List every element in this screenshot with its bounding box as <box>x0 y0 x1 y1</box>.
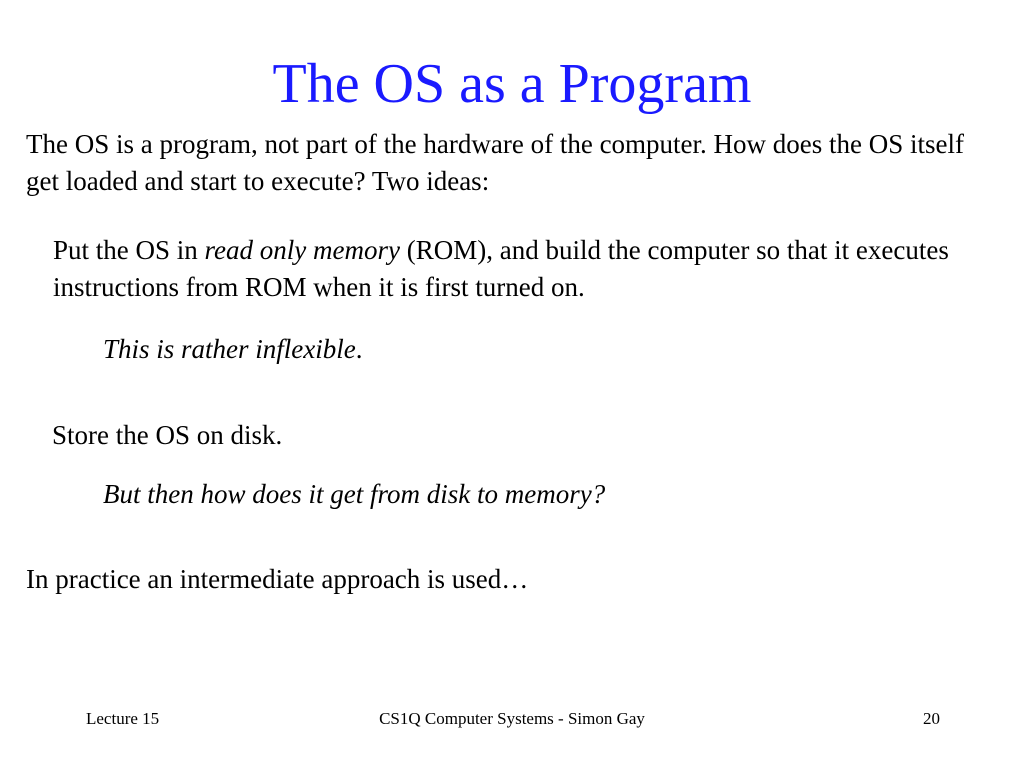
footer-course: CS1Q Computer Systems - Simon Gay <box>379 709 645 728</box>
idea-rom-note-period: . <box>355 334 363 364</box>
idea-rom-prefix: Put the OS in <box>53 235 205 265</box>
intro-paragraph: The OS is a program, not part of the hardware of the computer. How does the OS itself get loaded and start to execute? Two ideas: <box>26 129 965 196</box>
slide-title: The OS as a Program <box>272 53 752 115</box>
practice-paragraph: In practice an intermediate approach is used… <box>26 564 529 594</box>
idea-disk-note: But then how does it get from disk to memory? <box>103 479 606 509</box>
idea-rom-paragraph <box>53 232 1003 306</box>
idea-rom-note-text: This is rather inflexible <box>103 334 356 364</box>
idea-disk-paragraph: Store the OS on disk. <box>52 420 283 450</box>
idea-rom-note <box>103 331 983 368</box>
idea-rom-suffix: (ROM), and build the computer so that it executes instructions from ROM when it is first turned on. <box>53 235 949 302</box>
idea-rom-emphasis: read only memory <box>204 235 400 265</box>
footer-lecture: Lecture 15 <box>86 709 160 728</box>
footer-page-number: 20 <box>923 709 940 728</box>
